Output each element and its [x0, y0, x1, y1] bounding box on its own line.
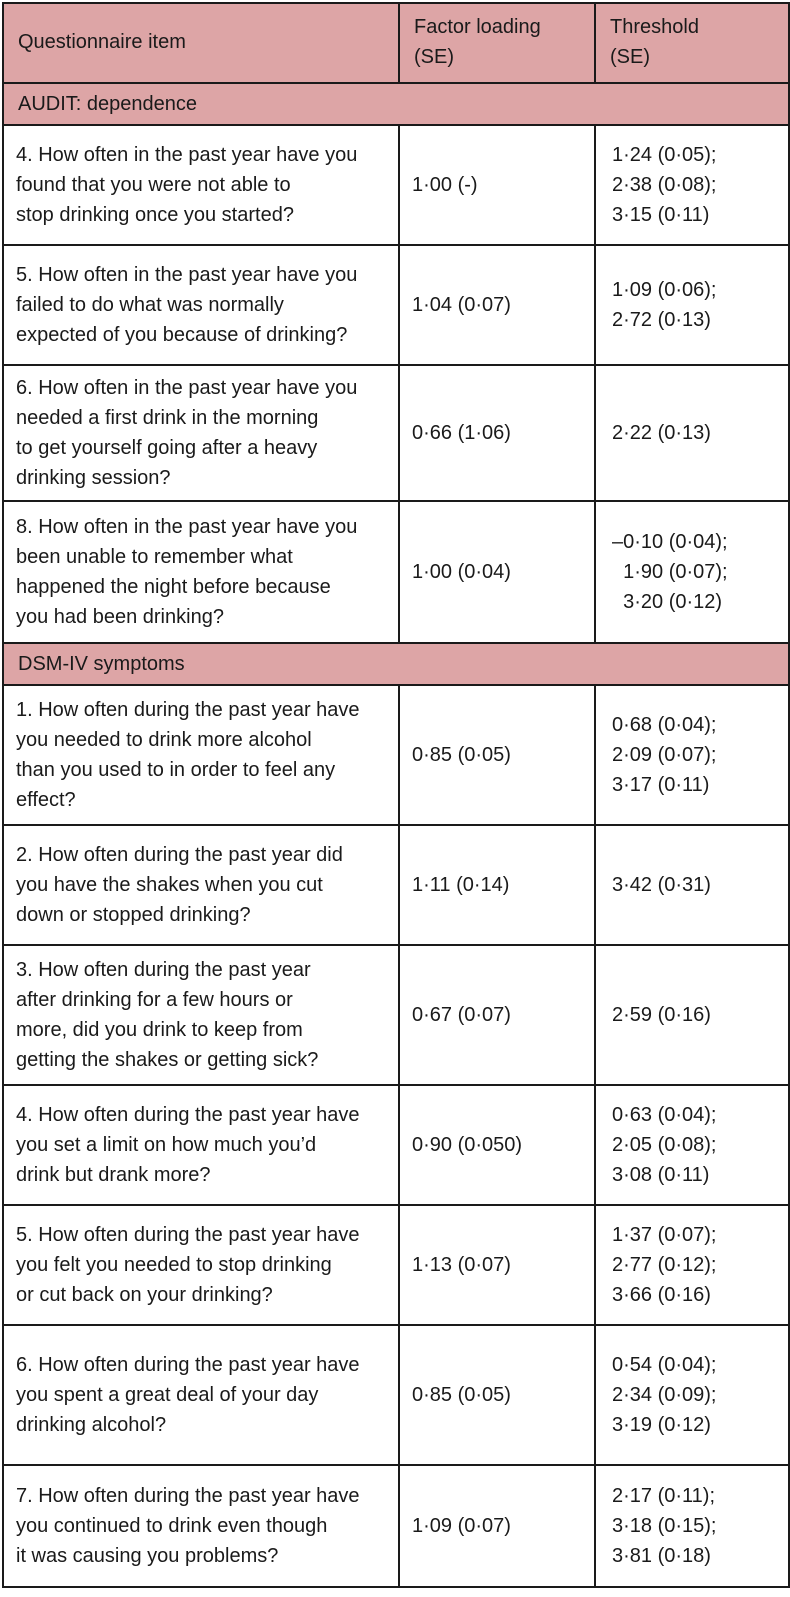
threshold-value: 1·90 (0·07); — [612, 561, 728, 583]
factor-loading-cell: 0·66 (1·06) — [399, 365, 595, 501]
questionnaire-item-text: 4. How often in the past year have you found that you were not able to stop drinking once you started? — [16, 144, 358, 226]
threshold-cell — [595, 365, 789, 501]
table-row — [3, 945, 789, 1085]
threshold-value: 2·05 (0·08); — [612, 1134, 717, 1156]
threshold-value: 1·09 (0·06); — [612, 279, 717, 301]
questionnaire-item-cell — [3, 1085, 399, 1205]
table-row — [3, 1465, 789, 1587]
threshold-value: 3·18 (0·15); — [612, 1515, 717, 1537]
questionnaire-item-text: 7. How often during the past year have you continued to drink even though it was causing you problems? — [16, 1485, 360, 1567]
table-row — [3, 685, 789, 825]
threshold-value: 2·77 (0·12); — [612, 1254, 717, 1276]
threshold-value: 2·34 (0·09); — [612, 1384, 717, 1406]
threshold-value: 1·24 (0·05); — [612, 144, 717, 166]
section-row — [3, 83, 789, 125]
threshold-cell — [595, 685, 789, 825]
factor-loading-cell: 1·09 (0·07) — [399, 1465, 595, 1587]
factor-loading-cell: 1·13 (0·07) — [399, 1205, 595, 1325]
threshold-cell — [595, 1205, 789, 1325]
questionnaire-item-cell — [3, 245, 399, 365]
table-row — [3, 825, 789, 945]
threshold-value: 3·17 (0·11) — [612, 774, 710, 796]
questionnaire-item-cell — [3, 365, 399, 501]
questionnaire-item-text: 5. How often during the past year have you felt you needed to stop drinking or cut back on your drinking? — [16, 1224, 360, 1306]
threshold-cell — [595, 501, 789, 643]
threshold-cell — [595, 945, 789, 1085]
threshold-cell — [595, 825, 789, 945]
table-row — [3, 245, 789, 365]
column-header-loading: Factor loading (SE) — [399, 3, 595, 83]
table-row — [3, 365, 789, 501]
questionnaire-item-text: 3. How often during the past year after drinking for a few hours or more, did you drink to keep from getting the shakes or getting sick? — [16, 959, 319, 1071]
threshold-cell — [595, 245, 789, 365]
table-header — [3, 3, 789, 83]
questionnaire-item-cell — [3, 1205, 399, 1325]
questionnaire-item-cell — [3, 685, 399, 825]
threshold-value: 2·09 (0·07); — [612, 744, 717, 766]
threshold-value: 3·19 (0·12) — [612, 1414, 711, 1436]
column-header-threshold: Threshold (SE) — [595, 3, 789, 83]
questionnaire-item-text: 4. How often during the past year have you set a limit on how much you’d drink but drank more? — [16, 1104, 360, 1186]
threshold-value: 3·42 (0·31) — [612, 874, 711, 896]
factor-loading-cell: 0·90 (0·050) — [399, 1085, 595, 1205]
questionnaire-item-cell — [3, 501, 399, 643]
threshold-value: –0·10 (0·04); — [612, 531, 728, 553]
threshold-value: 2·17 (0·11); — [612, 1485, 716, 1507]
questionnaire-item-cell — [3, 125, 399, 245]
factor-loading-cell: 1·00 (-) — [399, 125, 595, 245]
threshold-value: 3·08 (0·11) — [612, 1164, 710, 1186]
threshold-value: 2·59 (0·16) — [612, 1004, 711, 1026]
threshold-value: 0·63 (0·04); — [612, 1104, 717, 1126]
questionnaire-item-text: 1. How often during the past year have you needed to drink more alcohol than you used to in order to feel any effect? — [16, 699, 360, 811]
factor-loading-cell: 0·85 (0·05) — [399, 1325, 595, 1465]
questionnaire-item-cell — [3, 945, 399, 1085]
table-row — [3, 1325, 789, 1465]
section-title: AUDIT: dependence — [3, 83, 789, 125]
header-row — [3, 3, 789, 83]
threshold-cell — [595, 1085, 789, 1205]
questionnaire-item-text: 6. How often during the past year have you spent a great deal of your day drinking alcohol? — [16, 1354, 360, 1436]
factor-loading-table — [2, 2, 790, 1588]
threshold-value: 3·20 (0·12) — [612, 591, 723, 613]
questionnaire-item-cell — [3, 825, 399, 945]
factor-loading-cell: 0·67 (0·07) — [399, 945, 595, 1085]
factor-loading-cell: 1·11 (0·14) — [399, 825, 595, 945]
section-title: DSM-IV symptoms — [3, 643, 789, 685]
threshold-value: 3·66 (0·16) — [612, 1284, 711, 1306]
threshold-value: 3·81 (0·18) — [612, 1545, 711, 1567]
table-body — [3, 83, 789, 1587]
threshold-value: 3·15 (0·11) — [612, 204, 710, 226]
threshold-value: 0·54 (0·04); — [612, 1354, 717, 1376]
threshold-cell — [595, 1465, 789, 1587]
questionnaire-item-cell — [3, 1325, 399, 1465]
threshold-value: 2·72 (0·13) — [612, 309, 711, 331]
questionnaire-item-text: 6. How often in the past year have you needed a first drink in the morning to get yourself going after a heavy drinking session? — [16, 377, 358, 489]
questionnaire-item-text: 2. How often during the past year did you have the shakes when you cut down or stopped drinking? — [16, 844, 343, 926]
threshold-cell — [595, 125, 789, 245]
threshold-value: 1·37 (0·07); — [612, 1224, 717, 1246]
factor-loading-cell: 1·04 (0·07) — [399, 245, 595, 365]
table-row — [3, 125, 789, 245]
questionnaire-item-text: 8. How often in the past year have you been unable to remember what happened the night before because you had been drinking? — [16, 516, 358, 628]
table-row — [3, 1205, 789, 1325]
column-header-item: Questionnaire item — [3, 3, 399, 83]
section-row — [3, 643, 789, 685]
table-row — [3, 1085, 789, 1205]
factor-loading-cell: 1·00 (0·04) — [399, 501, 595, 643]
questionnaire-item-cell — [3, 1465, 399, 1587]
threshold-cell — [595, 1325, 789, 1465]
threshold-value: 2·38 (0·08); — [612, 174, 717, 196]
threshold-value: 0·68 (0·04); — [612, 714, 717, 736]
questionnaire-item-text: 5. How often in the past year have you failed to do what was normally expected of you because of drinking? — [16, 264, 358, 346]
factor-loading-cell: 0·85 (0·05) — [399, 685, 595, 825]
threshold-value: 2·22 (0·13) — [612, 422, 711, 444]
table-row — [3, 501, 789, 643]
